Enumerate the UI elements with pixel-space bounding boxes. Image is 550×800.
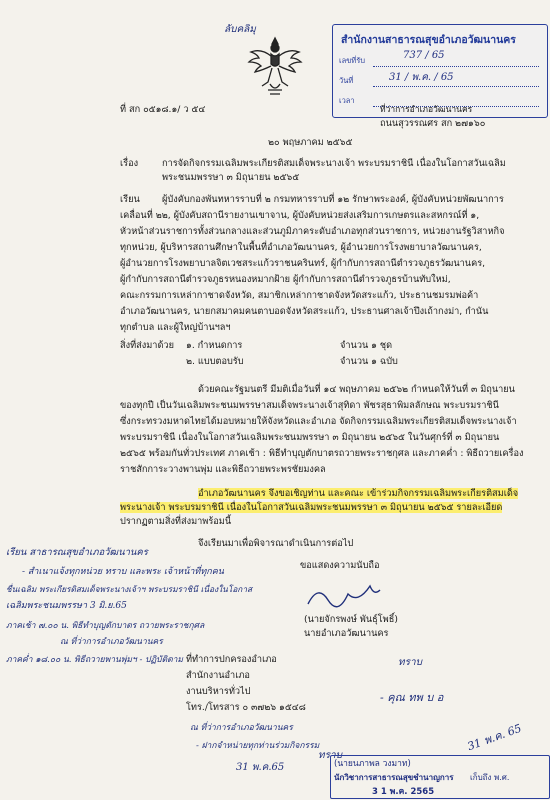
stamp-time-label: เวลา xyxy=(339,96,355,105)
recipient-line: ทุกหน่วย, ผู้บริหารสถานศึกษาในพื้นที่อำเภอวัฒนานคร, ผู้อำนวยการโรงพยาบาลวัฒนานคร, xyxy=(120,242,482,253)
handwritten-note-2: - สำเนาแจ้งทุกหน่วย ทราบ และพระ เจ้าหน้าที่ทุกคน xyxy=(22,567,224,577)
handwritten-note-1: เรียน สาธารณสุขอำเภอวัฒนานคร xyxy=(6,547,148,558)
handwritten-note-5: ภาคเช้า ๗.๐๐ น. พิธีทำบุญตักบาตร ถวายพระราชกุศล xyxy=(6,621,205,631)
recipient-line: คณะกรรมการเหล่ากาชาดจังหวัด, สมาชิกเหล่ากาชาดจังหวัดสระแก้ว, ประธานชมรมพ่อค้า xyxy=(120,290,479,301)
handwritten-note-4: เฉลิมพระชนมพรรษา 3 มิ.ย.65 xyxy=(6,601,127,611)
clerk-title: นักวิชาการสาธารณสุขชำนาญการ xyxy=(334,773,454,782)
stamp-no-value: 737 / 65 xyxy=(403,50,445,61)
stamp-date-line xyxy=(373,85,539,87)
handwritten-right-3: - คุณ ทพ บ อ xyxy=(380,691,444,704)
district-chief-signature xyxy=(304,580,384,614)
footer-line-2: สำนักงานอำเภอ xyxy=(186,670,250,681)
handwritten-note-7: ภาคค่ำ ๑๘.๐๐ น. พิธีถวายพานพุ่มฯ - ปฏิบัติตาม xyxy=(6,655,183,665)
body2-line-1 xyxy=(198,488,518,500)
office-address: ถนนสุวรรณศร สก ๒๗๑๖๐ xyxy=(380,118,486,129)
body-line: ๒๕๖๕ พร้อมกันทั่วประเทศ ภาคเช้า : พิธีทำบุญตักบาตรถวายพระราชกุศล และภาคค่ำ : พิธีถวายเครื่อง xyxy=(120,448,524,459)
body2-line-2 xyxy=(120,502,502,514)
enclosure-item-2: ๒. แบบตอบรับ xyxy=(186,356,244,367)
recipient-line: ผู้อำนวยการโรงพยาบาลจิตเวชสระแก้วราชนครินทร์, ผู้กำกับการสถานีตำรวจภูธรวัฒนานคร, xyxy=(120,258,486,269)
clerk-name: (นายนภาพล วงมาท) xyxy=(334,759,411,769)
highlight-occasion: พระนางเจ้า พระบรมราชินี เนื่องในโอกาสวันเฉลิมพระชนมพรรษา ๓ มิถุนายน ๒๕๖๕ รายละเอียด xyxy=(120,502,503,513)
footer-line-4: โทร./โทรสาร ๐ ๓๗๒๖ ๑๕๔๘ xyxy=(186,702,306,713)
enclosure-qty-2: จำนวน ๑ ฉบับ xyxy=(340,356,398,367)
stamp-no-line xyxy=(373,65,539,67)
document-date: ๒๐ พฤษภาคม ๒๕๖๕ xyxy=(268,137,353,148)
stamp-no-label: เลขที่รับ xyxy=(339,56,366,65)
subject-label: เรื่อง xyxy=(120,158,139,169)
recipient-line: ผู้กำกับการสถานีตำรวจภูธรหนองหมากฝ้าย ผู้กำกับการสถานีตำรวจภูธรบ้านทับใหม่, xyxy=(120,274,451,285)
handwritten-right-1: ทราบ xyxy=(398,657,422,668)
to-label: เรียน xyxy=(120,194,140,205)
closing-regards: ขอแสดงความนับถือ xyxy=(300,560,380,571)
handwritten-note-9: - ฝากจำหน่ายทุกท่านร่วมกิจกรรม xyxy=(196,741,320,751)
handwritten-note-3: ชื่นเฉลิม พระเกียรติสมเด็จพระนางเจ้าฯ พระบรมราชินี เนื่องในโอกาส xyxy=(6,584,253,594)
stamp-title: สำนักงานสาธารณสุขอำเภอวัฒนานคร xyxy=(341,34,516,46)
body2-line-3: ปรากฏตามสิ่งที่ส่งมาพร้อมนี้ xyxy=(120,516,232,527)
stamp-date-value: 31 / พ.ค. / 65 xyxy=(389,72,454,83)
handwritten-date-right: 31 พ.ค. 65 xyxy=(465,721,524,754)
body-line: พระบรมราชินี เนื่องในโอกาสวันเฉลิมพระชนมพรรษา ๓ มิถุนายน ๒๕๖๕ ในวันศุกร์ที่ ๓ มิถุนายน xyxy=(120,432,500,443)
signer-name: (นายจักรพงษ์ พันธุ์โพธิ์) xyxy=(304,614,398,625)
handwritten-note-6: ณ ที่ว่าการอำเภอวัฒนานคร xyxy=(60,637,163,647)
footer-line-3: งานบริหารทั่วไป xyxy=(186,686,251,697)
subject-line-1: การจัดกิจกรรมเฉลิมพระเกียรติสมเด็จพระนางเจ้า พระบรมราชินี เนื่องในโอกาสวันเฉลิม xyxy=(162,158,506,169)
body-line: ราชสักการะวางพานพุ่ม และพิธีถวายพระพรชัยมงคล xyxy=(120,464,326,475)
recipient-line: ทุกตำบล และผู้ใหญ่บ้านฯลฯ xyxy=(120,322,231,333)
recipient-line: อำเภอวัฒนานคร, นายกสมาคมคนตาบอดจังหวัดสระแก้ว, ประธานศาลเจ้าปึงเถ้ากงม่า, กำนัน xyxy=(120,306,489,317)
handwritten-note-8: ณ ที่ว่าการอำเภอวัฒนานคร xyxy=(190,723,293,733)
footer-line-1: ที่ทำการปกครองอำเภอ xyxy=(186,654,277,665)
body-line: ของทุกปี เป็นวันเฉลิมพระชนมพรรษาสมเด็จพระนางเจ้าสุทิดา พัชรสุธาพิมลลักษณ พระบรมราชินี xyxy=(120,400,499,411)
garuda-handwritten-mark: ลับคลิมุ xyxy=(224,24,256,35)
recipient-line: ผู้บังคับกองพันทหารราบที่ ๒ กรมทหารราบที่ ๑๒ รักษาพระองค์, ผู้บังคับหน่วยพัฒนาการ xyxy=(162,194,504,205)
subject-line-2: พระชนมพรรษา ๓ มิถุนายน ๒๕๖๕ xyxy=(162,172,300,183)
handwritten-right-2: ทราบ xyxy=(318,750,342,761)
body-line: ซึ่งกระทรวงมหาดไทยได้มอบหมายให้จังหวัดและอำเภอ จัดกิจกรรมเฉลิมพระเกียรติสมเด็จพระนางเจ้า xyxy=(120,416,517,427)
highlight-invitation: อำเภอวัฒนานคร จึงขอเชิญท่าน และคณะ เข้าร่วมกิจกรรมเฉลิมพระเกียรติสมเด็จ xyxy=(198,488,519,499)
closing-request: จึงเรียนมาเพื่อพิจารณาดำเนินการต่อไป xyxy=(198,538,354,549)
enclosure-item-1: ๑. กำหนดการ xyxy=(186,340,243,351)
enclosure-label: สิ่งที่ส่งมาด้วย xyxy=(120,340,174,351)
recv-stamp-date: 3 1 พ.ค. 2565 xyxy=(372,787,435,797)
enclosure-qty-1: จำนวน ๑ ชุด xyxy=(340,340,393,351)
body-line: ด้วยคณะรัฐมนตรี มีมติเมื่อวันที่ ๑๔ พฤษภาคม ๒๕๖๒ กำหนดให้วันที่ ๓ มิถุนายน xyxy=(198,384,515,395)
handwritten-date-left: 31 พ.ค.65 xyxy=(236,762,285,773)
doc-number: ที่ สก ๐๕๑๘.๑/ ว ๕๔ xyxy=(120,104,206,115)
recipient-line: หัวหน้าส่วนราชการทั้งส่วนกลางและส่วนภูมิภาคระดับอำเภอทุกส่วนราชการ, หน่วยงานรัฐวิสาหกิจ xyxy=(120,226,505,237)
recipient-line: เคลื่อนที่ ๒๒, ผู้บังคับสถานีรายงานเขาจาน, ผู้บังคับหน่วยส่งเสริมการเกษตรและสหกรณ์ที่ ๑, xyxy=(120,210,480,221)
signer-title: นายอำเภอวัฒนานคร xyxy=(304,628,389,639)
office-name: ที่ว่าการอำเภอวัฒนานคร xyxy=(380,105,473,115)
recv-stamp-label: เก็บถึง พ.ศ. xyxy=(470,773,510,782)
stamp-date-label: วันที่ xyxy=(339,76,354,85)
garuda-emblem-icon xyxy=(246,32,304,102)
